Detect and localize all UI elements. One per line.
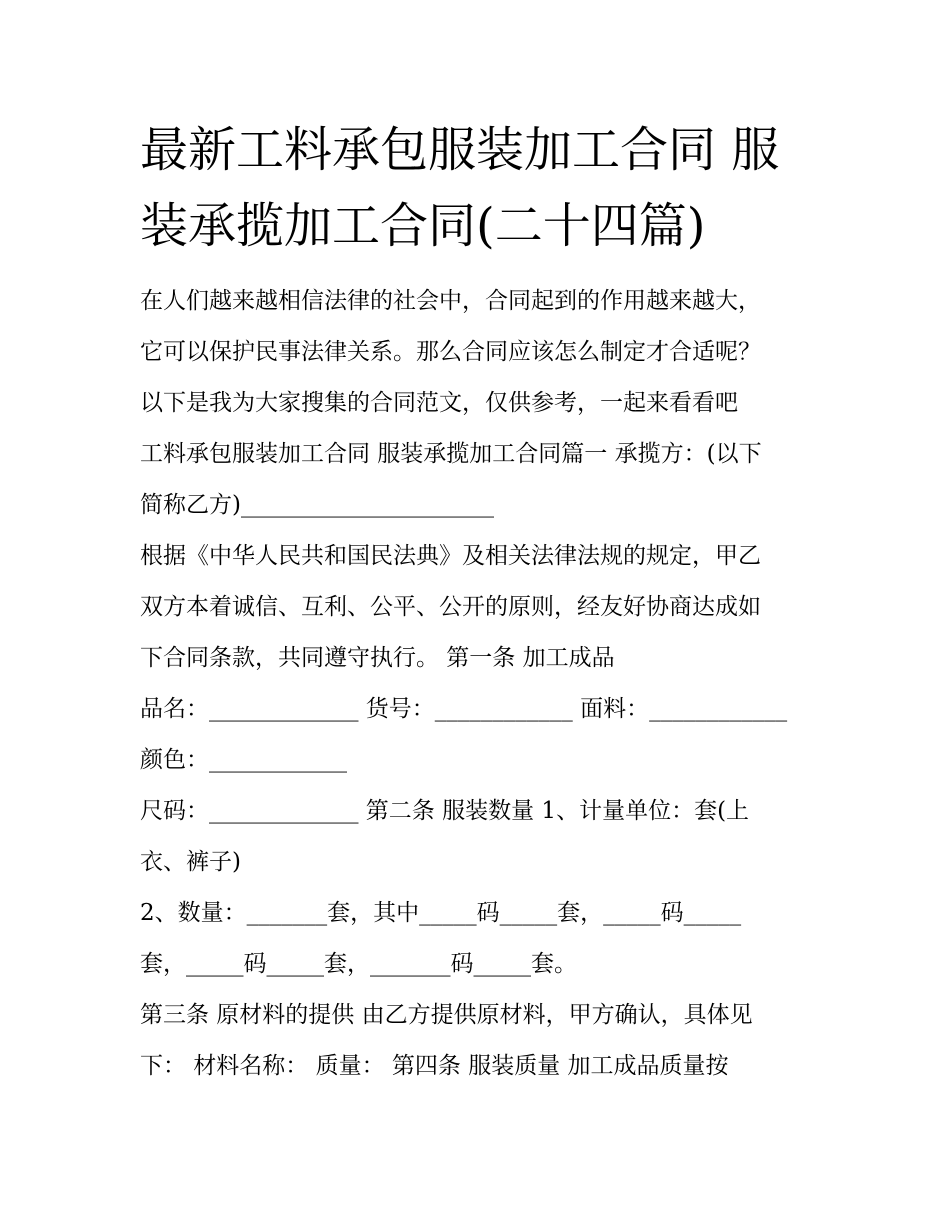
body-line-9: 品名：_____________ 货号：____________ 面料：____________ [140, 696, 788, 722]
body-line-7: 双方本着诚信、互利、公平、公开的原则，经友好协商达成如 [140, 594, 761, 620]
body-line-16: 下： 材料名称： 质量： 第四条 服装质量 加工成品质量按 [140, 1053, 729, 1079]
body-line-8: 下合同条款，共同遵守执行。 第一条 加工成品 [140, 645, 615, 671]
body-line-5: 简称乙方)______________________ [140, 492, 494, 518]
body-line-1: 在人们越来越相信法律的社会中，合同起到的作用越来越大， [140, 288, 761, 314]
title-line-2: 装承揽加工合同(二十四篇) [140, 198, 706, 254]
body-line-4: 工料承包服装加工合同 服装承揽加工合同篇一 承揽方：(以下 [140, 441, 762, 467]
body-line-15: 第三条 原材料的提供 由乙方提供原材料，甲方确认，具体见 [140, 1002, 753, 1028]
title-line-1: 最新工料承包服装加工合同 服 [140, 122, 780, 178]
body-line-10: 颜色：____________ [140, 747, 347, 773]
body-line-2: 它可以保护民事法律关系。那么合同应该怎么制定才合适呢？ [140, 339, 761, 365]
document-title [140, 112, 820, 264]
body-line-11: 尺码：_____________ 第二条 服装数量 1、计量单位：套(上 [140, 798, 750, 824]
document-body [140, 276, 820, 1092]
body-line-13: 2、数量：_______套，其中_____码_____套，_____码_____ [140, 900, 742, 926]
body-line-6: 根据《中华人民共和国民法典》及相关法律法规的规定，甲乙 [140, 543, 761, 569]
body-line-14: 套，_____码_____套，_______码_____套。 [140, 951, 577, 977]
body-line-3: 以下是我为大家搜集的合同范文，仅供参考，一起来看看吧 [140, 390, 738, 416]
body-line-12: 衣、裤子) [140, 849, 241, 875]
